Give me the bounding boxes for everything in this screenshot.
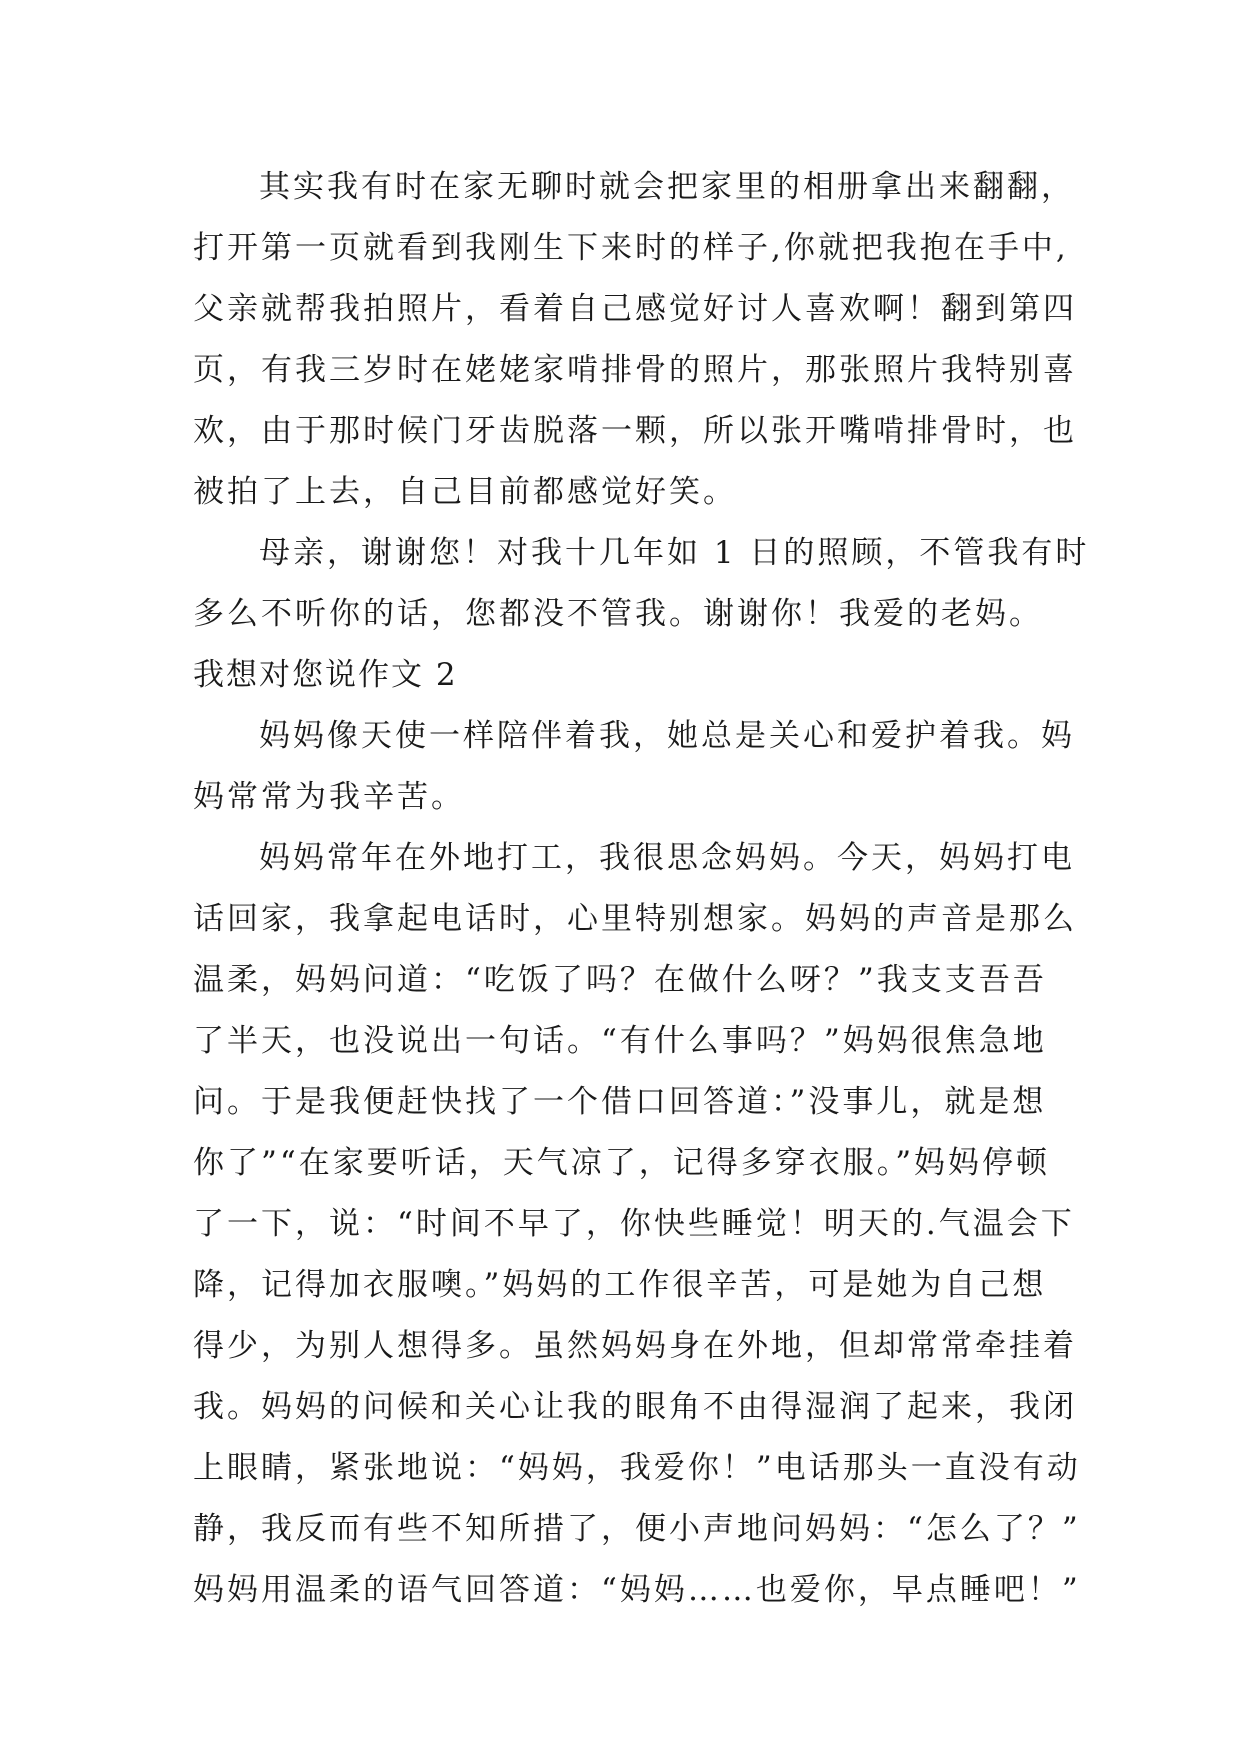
text-line: 欢，由于那时候门牙齿脱落一颗，所以张开嘴啃排骨时，也: [193, 413, 1077, 449]
text-line: 我。妈妈的问候和关心让我的眼角不由得湿润了起来，我闭: [193, 1389, 1077, 1425]
text-line: 母亲，谢谢您！对我十几年如 1 日的照顾，不管我有时: [259, 535, 1090, 571]
text-line: 页，有我三岁时在姥姥家啃排骨的照片，那张照片我特别喜: [193, 352, 1077, 388]
text-line: 问。于是我便赶快找了一个借口回答道：”没事儿，就是想: [193, 1084, 1047, 1120]
paragraph-angel-mother: [193, 706, 1093, 828]
text-line: 被拍了上去，自己目前都感觉好笑。: [193, 474, 737, 510]
text-line: 降，记得加衣服噢。”妈妈的工作很辛苦，可是她为自己想: [193, 1267, 1047, 1303]
text-line: 上眼睛，紧张地说：“妈妈，我爱你！”电话那头一直没有动: [193, 1450, 1081, 1486]
section-heading: 我想对您说作文 2: [193, 657, 458, 693]
text-line: 温柔，妈妈问道：“吃饭了吗？在做什么呀？”我支支吾吾: [193, 962, 1047, 998]
text-line: 你了”“在家要听话，天气凉了，记得多穿衣服。”妈妈停顿: [193, 1145, 1051, 1181]
text-line: 得少，为别人想得多。虽然妈妈身在外地，但却常常牵挂着: [193, 1328, 1077, 1364]
text-line: 静，我反而有些不知所措了，便小声地问妈妈：“怎么了？”: [193, 1511, 1081, 1547]
paragraph-phone-call: [193, 828, 1093, 1621]
paragraph-photo-album: [193, 157, 1093, 523]
text-line: 了半天，也没说出一句话。“有什么事吗？”妈妈很焦急地: [193, 1023, 1047, 1059]
text-line: 多么不听你的话，您都没不管我。谢谢你！我爱的老妈。: [193, 596, 1043, 632]
paragraph-thanks-mother: [193, 523, 1093, 645]
text-line: 妈妈常年在外地打工，我很思念妈妈。今天，妈妈打电: [259, 840, 1075, 876]
text-line: 了一下，说：“时间不早了，你快些睡觉！明天的.气温会下: [193, 1206, 1075, 1242]
text-line: 话回家，我拿起电话时，心里特别想家。妈妈的声音是那么: [193, 901, 1077, 937]
text-line: 其实我有时在家无聊时就会把家里的相册拿出来翻翻，: [259, 169, 1075, 205]
text-line: 打开第一页就看到我刚生下来时的样子,你就把我抱在手中,: [193, 230, 1069, 266]
text-line: 父亲就帮我拍照片，看着自己感觉好讨人喜欢啊！翻到第四: [193, 291, 1077, 327]
text-line: 妈妈像天使一样陪伴着我，她总是关心和爱护着我。妈: [259, 718, 1075, 754]
text-line: 妈常常为我辛苦。: [193, 779, 465, 815]
document-body: [193, 157, 1093, 1621]
text-line: 妈妈用温柔的语气回答道：“妈妈……也爱你，早点睡吧！”: [193, 1572, 1081, 1608]
